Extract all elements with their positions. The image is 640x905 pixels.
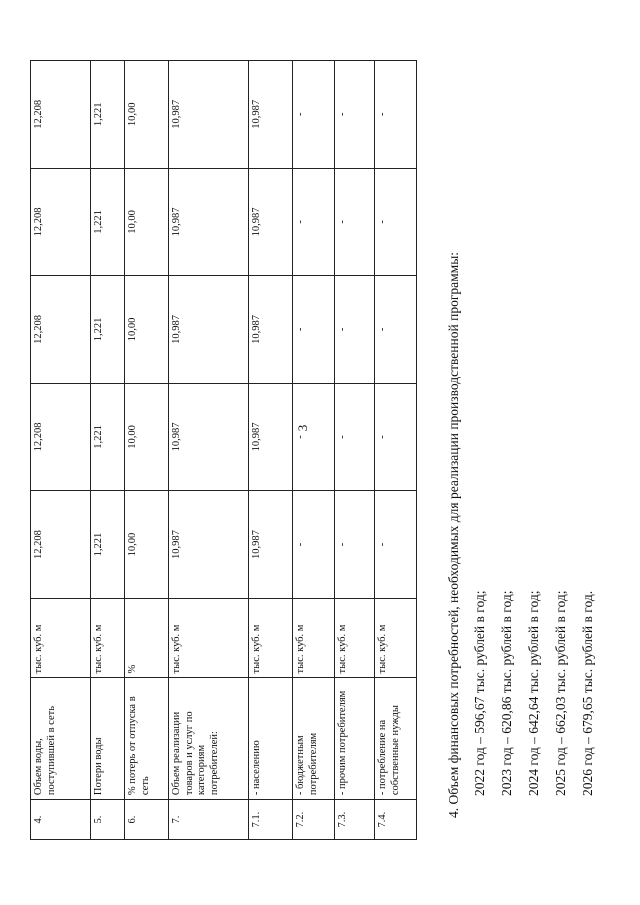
table-row	[91, 61, 125, 840]
table-row	[31, 61, 91, 840]
value-cell: 10,987	[249, 383, 293, 491]
value-cell: -	[375, 168, 417, 276]
row-unit-cell: тыс. куб. м	[169, 598, 249, 678]
row-label-cell: - бюджетным потребителям	[293, 678, 335, 800]
table-row	[249, 61, 293, 840]
value-cell: 1,221	[91, 61, 125, 169]
rotated-content	[30, 60, 595, 840]
year-line: 2026 год – 679,65 тыс. рублей в год.	[580, 590, 595, 796]
value-cell: 1,221	[91, 276, 125, 384]
row-number-cell: 4.	[31, 800, 91, 840]
value-cell: -	[335, 276, 375, 384]
value-cell: -	[293, 276, 335, 384]
page-number: 3	[295, 424, 310, 432]
value-cell: 12,208	[31, 61, 91, 169]
value-cell: 1,221	[91, 383, 125, 491]
value-cell: 10,987	[249, 168, 293, 276]
row-label-cell: - прочим потребителям	[335, 678, 375, 800]
value-cell: -	[293, 61, 335, 169]
table-row	[293, 61, 335, 840]
value-cell: 10,987	[249, 491, 293, 599]
row-label-cell: - населению	[249, 678, 293, 800]
row-number-cell: 7.4.	[375, 800, 417, 840]
value-cell: 10,987	[169, 168, 249, 276]
value-cell: 10,00	[125, 383, 169, 491]
year-line: 2025 год – 662,03 тыс. рублей в год;	[553, 590, 568, 796]
row-number-cell: 5.	[91, 800, 125, 840]
row-unit-cell: тыс. куб. м	[335, 598, 375, 678]
value-cell: 10,987	[249, 276, 293, 384]
value-cell: -	[335, 61, 375, 169]
row-unit-cell: тыс. куб. м	[31, 598, 91, 678]
value-cell: -	[375, 276, 417, 384]
value-cell: 1,221	[91, 491, 125, 599]
row-number-cell: 7.3.	[335, 800, 375, 840]
value-cell: 10,00	[125, 168, 169, 276]
value-cell: 10,00	[125, 61, 169, 169]
year-line: 2022 год – 596,67 тыс. рублей в год;	[472, 590, 487, 796]
value-cell: -	[335, 383, 375, 491]
value-cell: 10,987	[169, 383, 249, 491]
value-cell: 1,221	[91, 168, 125, 276]
row-unit-cell: %	[125, 598, 169, 678]
table-row	[335, 61, 375, 840]
value-cell: 12,208	[31, 383, 91, 491]
value-cell: 10,987	[169, 491, 249, 599]
value-cell: -	[293, 491, 335, 599]
row-label-cell: Объем воды, поступившей в сеть	[31, 678, 91, 800]
financial-needs-section	[446, 78, 607, 818]
row-label-cell: % потерь от отпуска в сеть	[125, 678, 169, 800]
value-cell: -	[375, 491, 417, 599]
value-cell: -	[335, 491, 375, 599]
value-cell: -	[293, 168, 335, 276]
value-cell: 10,987	[169, 61, 249, 169]
section-heading: 4. Объем финансовых потребностей, необходимых для реализации производственной программы:	[446, 251, 461, 818]
table-row	[169, 61, 249, 840]
row-unit-cell: тыс. куб. м	[91, 598, 125, 678]
value-cell: 12,208	[31, 168, 91, 276]
value-cell: -	[335, 168, 375, 276]
year-line: 2023 год – 620,86 тыс. рублей в год;	[499, 590, 514, 796]
row-number-cell: 7.	[169, 800, 249, 840]
row-number-cell: 7.2.	[293, 800, 335, 840]
value-cell: 12,208	[31, 491, 91, 599]
row-number-cell: 6.	[125, 800, 169, 840]
row-label-cell: Потери воды	[91, 678, 125, 800]
value-cell: 10,987	[249, 61, 293, 169]
value-cell: -	[375, 61, 417, 169]
row-unit-cell: тыс. куб. м	[293, 598, 335, 678]
value-cell: 10,987	[169, 276, 249, 384]
value-cell: 10,00	[125, 276, 169, 384]
value-cell: 10,00	[125, 491, 169, 599]
row-unit-cell: тыс. куб. м	[375, 598, 417, 678]
water-balance-table	[30, 60, 417, 840]
row-unit-cell: тыс. куб. м	[249, 598, 293, 678]
value-cell: -	[375, 383, 417, 491]
year-line: 2024 год – 642,64 тыс. рублей в год;	[526, 590, 541, 796]
table-row	[375, 61, 417, 840]
row-label-cell: Объем реализации товаров и услуг по категориям потребителей:	[169, 678, 249, 800]
value-cell: 12,208	[31, 276, 91, 384]
row-label-cell: - потребление на собственные нужды	[375, 678, 417, 800]
value-cell: -	[293, 383, 335, 491]
table-row	[125, 61, 169, 840]
row-number-cell: 7.1.	[249, 800, 293, 840]
